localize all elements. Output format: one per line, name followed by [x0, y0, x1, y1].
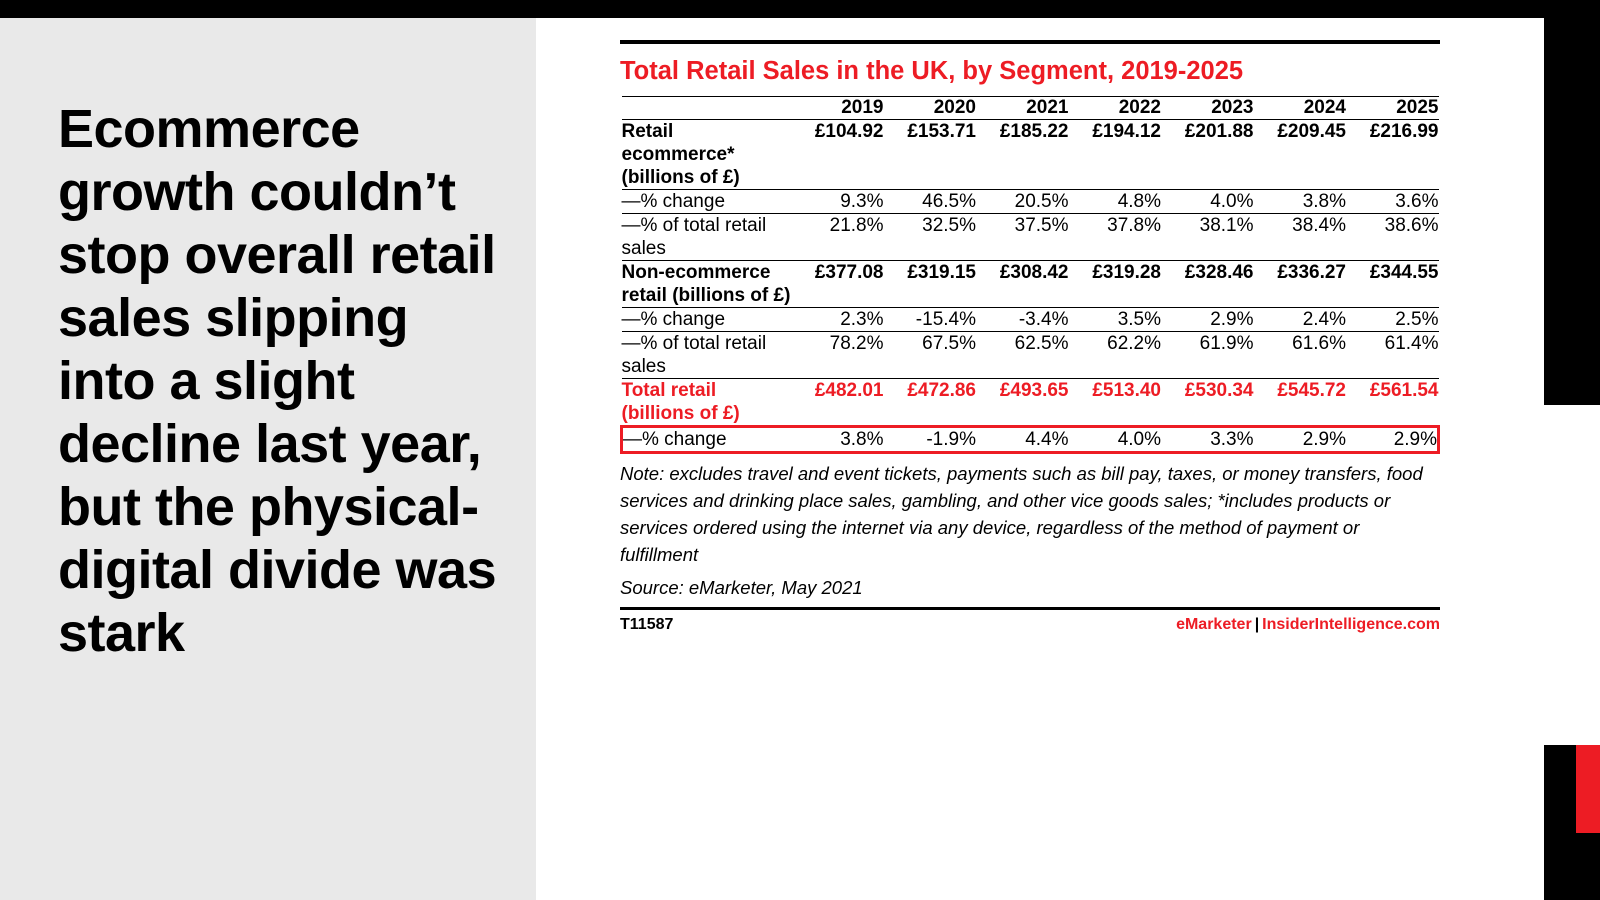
cell: £545.72	[1254, 379, 1347, 427]
cell: 37.5%	[976, 214, 1069, 261]
cell: 4.0%	[1069, 427, 1162, 453]
chart-code: T11587	[620, 616, 674, 633]
top-black-band	[0, 0, 1600, 18]
cell: £308.42	[976, 261, 1069, 308]
chart-note: Note: excludes travel and event tickets, payments such as bill pay, taxes, or money transfers, food services and drinking place sales, gambling, and other vice goods sales; *includes products or services ordered using the internet via any device, regardless of the method of payment or fulfillment	[620, 463, 1423, 565]
cell: 67.5%	[884, 332, 977, 379]
right-red-accent	[1576, 745, 1600, 833]
table-row	[622, 308, 1439, 332]
cell: £328.46	[1161, 261, 1254, 308]
row-label: Non-ecommerce retail (billions of £)	[621, 262, 791, 306]
cell: 3.8%	[791, 427, 884, 453]
cell: 4.0%	[1161, 190, 1254, 214]
cell: 3.6%	[1346, 190, 1439, 214]
cell: £216.99	[1369, 121, 1439, 142]
cell: -3.4%	[976, 308, 1069, 332]
retail-sales-table	[620, 96, 1440, 454]
cell: 2.9%	[1346, 427, 1439, 453]
table-header-row	[622, 97, 1439, 120]
cell: -1.9%	[884, 427, 977, 453]
cell: 61.4%	[1346, 332, 1439, 379]
cell: 3.5%	[1069, 308, 1162, 332]
cell: 61.6%	[1254, 332, 1347, 379]
cell: £530.34	[1161, 379, 1254, 427]
cell: £336.27	[1254, 261, 1347, 308]
header-2025: 2025	[1346, 97, 1439, 120]
row-label: —% of total retail sales	[622, 214, 792, 261]
page-number: 4	[1576, 856, 1586, 875]
cell: 2.4%	[1254, 308, 1347, 332]
cell: 32.5%	[884, 214, 977, 261]
cell: 46.5%	[884, 190, 977, 214]
cell: £493.65	[976, 379, 1069, 427]
cell: £104.92	[814, 121, 884, 142]
brand-emarketer: eMarketer	[1176, 616, 1252, 633]
cell: 38.6%	[1346, 214, 1439, 261]
slide-headline: Ecommerce growth couldn’t stop overall retail sales slipping into a slight decline last year, but the physical-digital divide was stark	[58, 99, 497, 663]
cell: 4.8%	[1069, 190, 1162, 214]
chart-footer	[620, 607, 1440, 634]
row-label: —% change	[622, 308, 792, 332]
cell: £482.01	[791, 379, 884, 427]
cell: 3.8%	[1254, 190, 1347, 214]
cell: 2.9%	[1254, 427, 1347, 453]
cell: 4.4%	[976, 427, 1069, 453]
cell: 61.9%	[1161, 332, 1254, 379]
cell: £513.40	[1069, 379, 1162, 427]
cell: 78.2%	[791, 332, 884, 379]
cell: 38.1%	[1161, 214, 1254, 261]
cell: £209.45	[1277, 121, 1346, 142]
cell: £319.28	[1069, 261, 1162, 308]
row-label: —% change	[622, 190, 792, 214]
table-row-highlighted	[622, 427, 1439, 453]
header-2023: 2023	[1161, 97, 1254, 120]
brand-lockup	[1176, 616, 1440, 634]
table-row-total	[622, 379, 1439, 427]
table-row	[622, 261, 1439, 308]
table-row	[622, 190, 1439, 214]
headline-panel	[0, 18, 536, 900]
cell: £153.71	[907, 121, 976, 142]
cell: £185.22	[999, 121, 1069, 142]
header-2020: 2020	[884, 97, 977, 120]
cell: £194.12	[1092, 121, 1161, 142]
chart-source: Source: eMarketer, May 2021	[620, 577, 863, 598]
header-2021: 2021	[976, 97, 1069, 120]
cell: £201.88	[1184, 121, 1254, 142]
chart-title: Total Retail Sales in the UK, by Segment, 2019-2025	[620, 57, 1244, 85]
right-black-band	[1544, 0, 1600, 900]
chart-block	[620, 40, 1440, 634]
table-row	[622, 120, 1439, 190]
cell: £377.08	[791, 261, 884, 308]
cell: 20.5%	[976, 190, 1069, 214]
cell: 62.5%	[976, 332, 1069, 379]
cell: 2.9%	[1161, 308, 1254, 332]
cell: 62.2%	[1069, 332, 1162, 379]
cell: 2.3%	[791, 308, 884, 332]
cell: 9.3%	[791, 190, 884, 214]
header-2024: 2024	[1254, 97, 1347, 120]
cell: 21.8%	[791, 214, 884, 261]
cell: 3.3%	[1161, 427, 1254, 453]
brand-insiderintelligence: InsiderIntelligence.com	[1262, 616, 1440, 633]
brand-separator: |	[1254, 616, 1260, 633]
cell: -15.4%	[884, 308, 977, 332]
row-label: —% of total retail sales	[622, 332, 792, 379]
cell: £472.86	[884, 379, 977, 427]
cell: £561.54	[1346, 379, 1439, 427]
chart-top-rule	[620, 40, 1440, 44]
cell: 37.8%	[1069, 214, 1162, 261]
table-row	[622, 332, 1439, 379]
header-2019: 2019	[791, 97, 884, 120]
row-label: Retail ecommerce* (billions of £)	[621, 121, 740, 188]
cell: £344.55	[1346, 261, 1439, 308]
cell: 2.5%	[1346, 308, 1439, 332]
cell: 38.4%	[1254, 214, 1347, 261]
right-white-notch	[1544, 405, 1600, 745]
header-blank	[622, 97, 792, 120]
cell: £319.15	[884, 261, 977, 308]
row-label: Total retail (billions of £)	[622, 379, 792, 427]
table-row	[622, 214, 1439, 261]
header-2022: 2022	[1069, 97, 1162, 120]
row-label: —% change	[622, 427, 792, 453]
